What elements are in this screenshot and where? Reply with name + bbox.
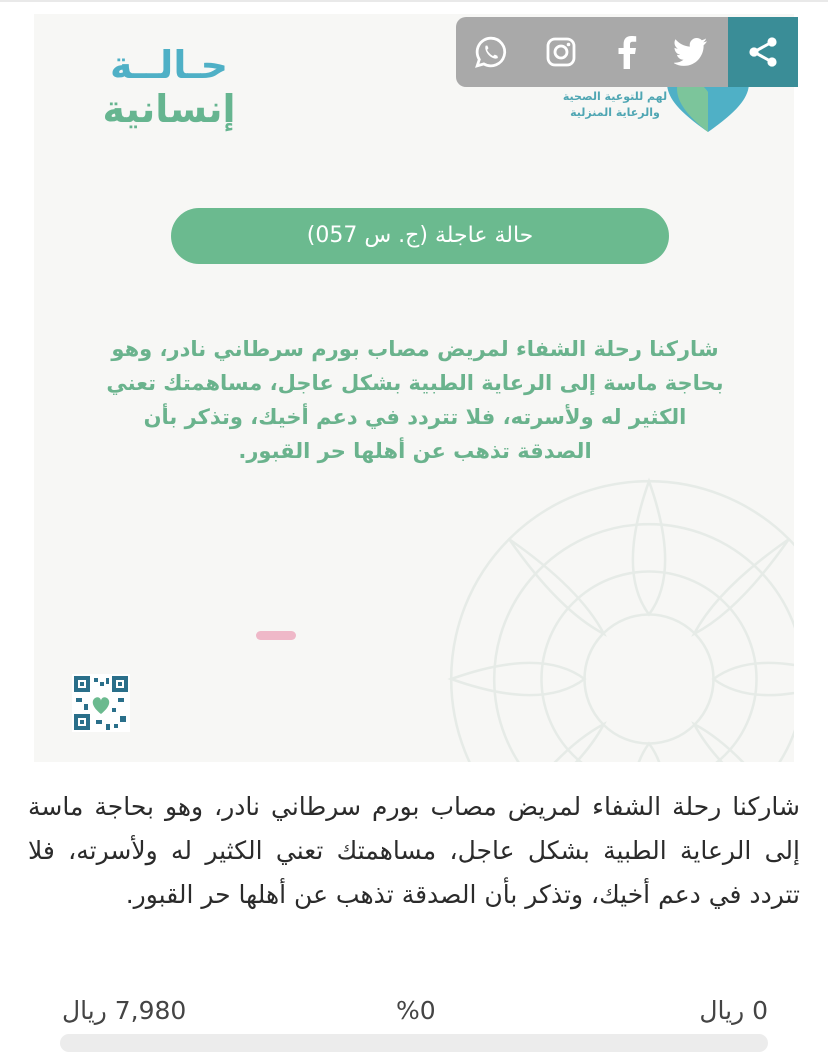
raised-amount: 0 ريال <box>699 996 768 1025</box>
pink-dash-decoration <box>256 631 296 640</box>
qr-code-icon <box>72 674 130 732</box>
target-amount: 7,980 ريال <box>62 996 187 1025</box>
donation-progress-bar <box>60 1034 768 1052</box>
case-banner-image <box>34 14 794 762</box>
org-name: لهم للتوعية الصحية والرعاية المنزلية <box>562 90 668 119</box>
top-divider <box>0 0 828 2</box>
donation-stats <box>56 996 772 1032</box>
mandala-decoration <box>434 464 794 762</box>
brand-line-1: حـالــة <box>110 43 228 87</box>
brand-line-2: إنسانية <box>102 86 236 131</box>
share-button[interactable] <box>728 17 798 87</box>
brand-title <box>94 44 244 131</box>
case-description: شاركنا رحلة الشفاء لمريض مصاب بورم سرطاني نادر، وهو بحاجة ماسة إلى الرعاية الطبية بشكل عاجل، مساهمتك تعني الكثير له ولأسرته، فلا تتردد في دعم أخيك، وتذكر بأن الصدقة تذهب عن أهلها حر القبور. <box>28 792 800 909</box>
whatsapp-icon[interactable] <box>470 31 512 73</box>
instagram-icon[interactable] <box>540 31 582 73</box>
twitter-icon[interactable] <box>670 31 712 73</box>
banner-case-text: شاركنا رحلة الشفاء لمريض مصاب بورم سرطاني نادر، وهو بحاجة ماسة إلى الرعاية الطبية بشكل عاجل، مساهمتك تعني الكثير له ولأسرته، فلا تتردد في دعم أخيك، وتذكر بأن الصدقة تذهب عن أهلها حر القبور. <box>106 337 724 463</box>
progress-percent: %0 <box>396 996 436 1025</box>
facebook-icon[interactable] <box>606 31 648 73</box>
case-label-pill: حالة عاجلة (ج. س 057) <box>171 208 669 264</box>
share-icon <box>747 36 779 68</box>
